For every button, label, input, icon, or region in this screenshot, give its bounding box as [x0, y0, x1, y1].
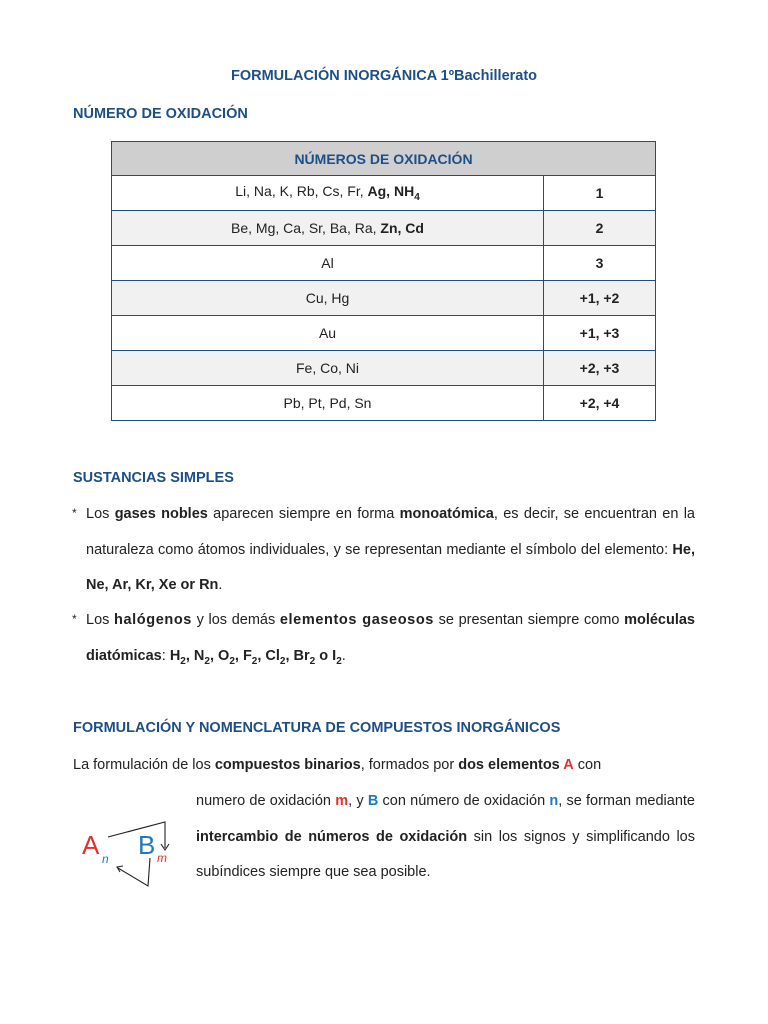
table-cell-value: +1, +2 — [544, 281, 656, 316]
table-cell-elements: Al — [112, 246, 544, 281]
table-cell-value: +1, +3 — [544, 316, 656, 351]
table-cell-value: +2, +4 — [544, 386, 656, 421]
bullet-marker: * — [72, 612, 77, 626]
table-row — [112, 211, 656, 246]
diagram-letter-B: B — [138, 830, 156, 860]
table-cell-value: 2 — [544, 211, 656, 246]
paragraph-halogens: Los halógenos y los demás elementos gaseosos se presentan siempre como moléculas diatómicas: $H_2$, $N_2$, $O_2$, $F_2$, $Cl_2$, $Br_2$ o $I_2$. — [86, 612, 695, 667]
diagram-subscript-n: n — [102, 852, 109, 866]
table-cell-elements: Au — [112, 316, 544, 351]
document-title: FORMULACIÓN INORGÁNICA 1ºBachillerato — [230, 68, 538, 84]
section-heading-oxidation: NÚMERO DE OXIDACIÓN — [73, 106, 248, 122]
table-header: NÚMEROS DE OXIDACIÓN — [112, 142, 656, 176]
table-cell-value: 1 — [544, 176, 656, 211]
diagram-subscript-m: m — [157, 851, 167, 865]
bullet-marker: * — [72, 506, 77, 520]
table-cell-elements: Pb, Pt, Pd, Sn — [112, 386, 544, 421]
table-cell-elements: Be, Mg, Ca, Sr, Ba, Ra, Zn, Cd — [112, 211, 544, 246]
exchange-diagram — [80, 820, 180, 890]
table-row — [112, 351, 656, 386]
table-row — [112, 386, 656, 421]
diagram-letter-A: A — [82, 830, 100, 860]
table-cell-value: 3 — [544, 246, 656, 281]
table-row — [112, 281, 656, 316]
paragraph-binary-compounds: La formulación de los compuestos binarios, formados por dos elementos A con — [73, 757, 602, 773]
section-heading-simple-substances: SUSTANCIAS SIMPLES — [73, 470, 234, 486]
paragraph-noble-gases: Los gases nobles aparecen siempre en forma monoatómica, es decir, se encuentran en la naturaleza como átomos individuales, y se representan mediante el símbolo del elemento: He, Ne, Ar, Kr, Xe or Rn. — [86, 506, 695, 593]
oxidation-table — [111, 141, 656, 421]
table-row — [112, 316, 656, 351]
table-row — [112, 176, 656, 211]
table-cell-value: +2, +3 — [544, 351, 656, 386]
arrow-to-m — [108, 822, 165, 848]
paragraph-exchange-rule: numero de oxidación m, y B con número de oxidación n, se forman mediante intercambio de números de oxidación sin los signos y simplificando los subíndices siempre que sea posible. — [196, 793, 696, 880]
arrow-to-n — [118, 858, 150, 886]
table-cell-elements: Li, Na, K, Rb, Cs, Fr, Ag, $NH_4$ — [112, 176, 544, 211]
section-heading-formulation: FORMULACIÓN Y NOMENCLATURA DE COMPUESTOS INORGÁNICOS — [73, 720, 561, 736]
table-cell-elements: Fe, Co, Ni — [112, 351, 544, 386]
table-cell-elements: Cu, Hg — [112, 281, 544, 316]
table-row — [112, 246, 656, 281]
